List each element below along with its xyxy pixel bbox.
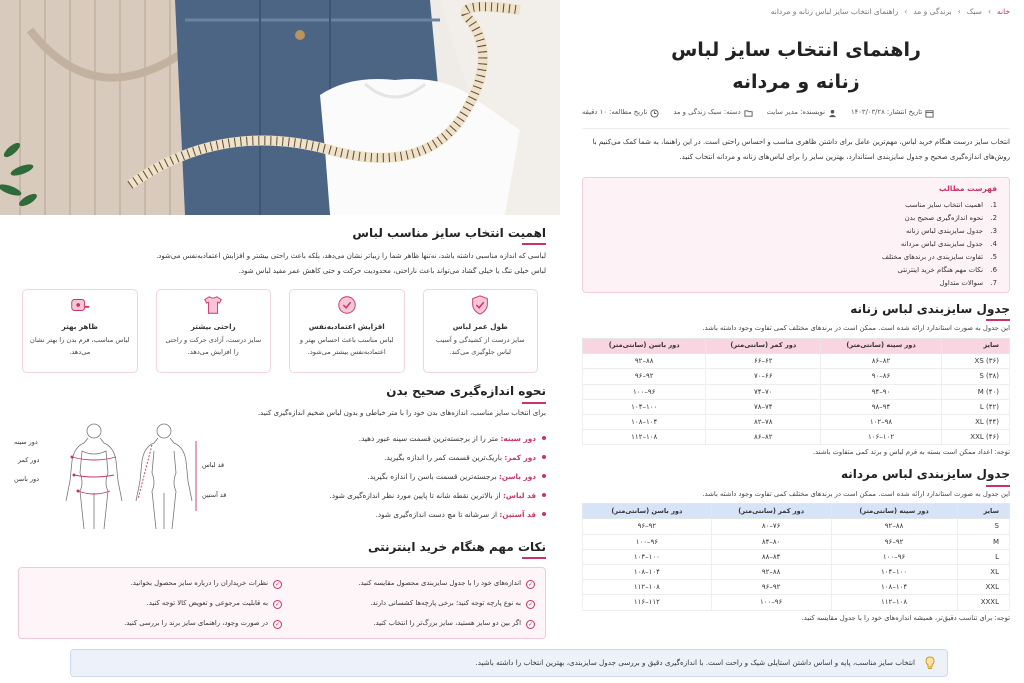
col-header: دور باسن (سانتی‌متر) bbox=[583, 339, 706, 354]
measure-item: قد لباس: از بالاترین نقطه شانه تا پایین مورد نظر اندازه‌گیری شود. bbox=[246, 486, 546, 505]
diagram-label-sleeve: قد آستین bbox=[202, 490, 227, 499]
toc-item[interactable]: 2.نحوه اندازه‌گیری صحیح بدن bbox=[904, 213, 997, 222]
lightbulb-icon bbox=[923, 656, 937, 670]
tip-item: ✓ به نوع پارچه توجه کنید؛ برخی پارچه‌ها کشسانی دارند. bbox=[370, 599, 534, 608]
check-icon: ✓ bbox=[527, 600, 534, 608]
diagram-label-waist: دور کمر bbox=[18, 455, 40, 464]
tip-item: ✓ اندازه‌های خود را با جدول سایزبندی محصول مقایسه کنید. bbox=[358, 579, 534, 588]
benefit-card-appearance: ظاهر بهتر لباس مناسب، فرم بدن را بهتر نشان می‌دهد. bbox=[22, 289, 138, 373]
importance-paragraph-2: لباس خیلی تنگ یا خیلی گشاد می‌تواند باعث ناراحتی، محدودیت حرکت و حتی کاهش عمر مفید لباس شود. bbox=[238, 267, 546, 276]
benefit-cards bbox=[14, 289, 546, 373]
article-right-column bbox=[572, 0, 1024, 640]
benefit-card-longevity: طول عمر لباس سایز درست از کشیدگی و آسیب لباس جلوگیری می‌کند. bbox=[423, 289, 539, 373]
body-figure-illustration bbox=[14, 421, 234, 533]
toc-item[interactable]: 6.نکات مهم هنگام خرید اینترنتی bbox=[897, 265, 997, 274]
diagram-label-length: قد لباس bbox=[202, 460, 225, 469]
col-header: دور سینه (سانتی‌متر) bbox=[831, 504, 957, 519]
measure-item: قد آستین: از سرشانه تا مچ دست اندازه‌گیری شود. bbox=[246, 505, 546, 524]
toc-title: فهرست مطالب bbox=[939, 184, 997, 193]
shield-icon bbox=[469, 294, 491, 316]
check-icon: ✓ bbox=[274, 600, 281, 608]
table-row: XXL (۴۶) ۱۰۲–۱۰۶ ۸۲–۸۶ ۱۰۸–۱۱۲ bbox=[583, 430, 1010, 445]
measure-item: دور سینه: متر را از برجسته‌ترین قسمت سینه عبور دهید. bbox=[246, 429, 546, 448]
col-header: سایز bbox=[957, 504, 1009, 519]
breadcrumb-style[interactable]: سبک bbox=[966, 6, 982, 16]
toc-item[interactable]: 5.تفاوت سایزبندی در برندهای مختلف bbox=[881, 252, 997, 261]
clock-icon bbox=[650, 109, 659, 118]
men-size-note: این جدول به صورت استاندارد ارائه شده است. ممکن است در برندهای مختلف کمی تفاوت وجود داشته باشد. bbox=[702, 489, 1010, 498]
meta-readtime: تاریخ مطالعه: ۱۰ دقیقه bbox=[582, 108, 659, 118]
women-size-table bbox=[582, 338, 1010, 445]
breadcrumb-fashion[interactable]: برندگی و مد bbox=[913, 6, 952, 16]
measure-item: دور باسن: برجسته‌ترین قسمت باسن را اندازه بگیرید. bbox=[246, 467, 546, 486]
body-diagram bbox=[14, 421, 234, 533]
col-header: دور کمر (سانتی‌متر) bbox=[706, 339, 821, 354]
tips-heading: نکات مهم هنگام خرید اینترنتی bbox=[14, 539, 546, 559]
check-icon: ✓ bbox=[527, 620, 534, 628]
check-icon: ✓ bbox=[274, 620, 281, 628]
toc-item[interactable]: 3.جدول سایزبندی لباس زنانه bbox=[905, 226, 997, 235]
page-title: راهنمای انتخاب سایز لباس زنانه و مردانه bbox=[671, 39, 921, 93]
table-row: XS (۳۶) ۸۲–۸۶ ۶۲–۶۶ ۸۸–۹۲ bbox=[583, 354, 1010, 369]
breadcrumb-current: راهنمای انتخاب سایز لباس زنانه و مردانه bbox=[770, 6, 899, 16]
col-header: دور کمر (سانتی‌متر) bbox=[711, 504, 831, 519]
table-of-contents bbox=[582, 177, 1010, 293]
tshirt-icon bbox=[202, 294, 224, 316]
diagram-label-hip: دور باسن bbox=[14, 474, 39, 483]
table-row: L ۹۶–۱۰۰ ۸۴–۸۸ ۱۰۰–۱۰۴ bbox=[583, 549, 1010, 564]
table-row: XXL ۱۰۴–۱۰۸ ۹۲–۹۶ ۱۰۸–۱۱۲ bbox=[583, 580, 1010, 595]
breadcrumb-home[interactable]: خانه bbox=[996, 6, 1010, 16]
importance-paragraph-1: لباسی که اندازه مناسبی داشته باشد، نه‌تنها ظاهر شما را زیباتر نشان می‌دهد، بلکه باعث راحتی بیشتر و افزایش اعتماد‌به‌نفس می‌شود. bbox=[156, 252, 546, 261]
table-row: M (۴۰) ۹۰–۹۴ ۷۰–۷۴ ۹۶–۱۰۰ bbox=[583, 384, 1010, 399]
tip-item: ✓ نظرات خریداران را درباره سایز محصول بخوانید. bbox=[130, 579, 281, 588]
badge-check-icon bbox=[336, 294, 358, 316]
importance-heading: اهمیت انتخاب سایز مناسب لباس bbox=[14, 225, 546, 245]
user-icon bbox=[828, 109, 837, 118]
folder-icon bbox=[744, 109, 753, 118]
calendar-icon bbox=[925, 109, 934, 118]
clothes-illustration bbox=[0, 0, 560, 215]
measure-heading: نحوه اندازه‌گیری صحیح بدن bbox=[14, 383, 546, 403]
tip-item: ✓ به قابلیت مرجوعی و تعویض کالا توجه کنید. bbox=[146, 599, 281, 608]
tip-item: ✓ در صورت وجود، راهنمای سایز برند را بررسی کنید. bbox=[124, 619, 281, 628]
measure-list bbox=[246, 429, 546, 533]
benefit-card-comfort: راحتی بیشتر سایز درست، آزادی حرکت و راحتی را افزایش می‌دهد. bbox=[156, 289, 272, 373]
toc-item[interactable]: 1.اهمیت انتخاب سایز مناسب bbox=[905, 200, 997, 209]
women-size-note: این جدول به صورت استاندارد ارائه شده است. ممکن است در برندهای مختلف کمی تفاوت وجود داشته باشد. bbox=[702, 324, 1010, 333]
diagram-label-chest: دور سینه bbox=[14, 437, 38, 446]
intro-paragraph: انتخاب سایز درست هنگام خرید لباس، مهم‌ترین عامل برای داشتن ظاهری مناسب و احساس راحتی است. در این راهنما، به شما کمک می‌کنیم با روش‌های اندازه‌گیری صحیح و جدول سایزبندی استاندارد، بهترین سایز را برای لباس‌های زنانه و مردانه انتخاب کنید. bbox=[592, 138, 1010, 161]
breadcrumb: خانه › سبک › برندگی و مد › راهنمای انتخاب سایز لباس زنانه و مردانه bbox=[770, 6, 1010, 16]
toc-item[interactable]: 7.سوالات متداول bbox=[939, 278, 997, 287]
article-left-column bbox=[0, 215, 560, 645]
table-row: L (۴۲) ۹۴–۹۸ ۷۴–۷۸ ۱۰۰–۱۰۴ bbox=[583, 399, 1010, 414]
measure-section bbox=[14, 421, 546, 533]
meta-author: نویسنده: مدیر سایت bbox=[767, 108, 837, 118]
table-row: S ۸۸–۹۲ ۷۶–۸۰ ۹۲–۹۶ bbox=[583, 519, 1010, 534]
toc-item[interactable]: 4.جدول سایزبندی لباس مردانه bbox=[900, 239, 997, 248]
measure-item: دور کمر: باریک‌ترین قسمت کمر را اندازه بگیرید. bbox=[246, 448, 546, 467]
tip-item: ✓ اگر بین دو سایز هستید، سایز بزرگ‌تر را انتخاب کنید. bbox=[373, 619, 534, 628]
benefit-card-confidence: افزایش اعتمادبه‌نفس لباس مناسب باعث احساس بهتر و اعتمادبه‌نفس بیشتر می‌شود. bbox=[289, 289, 405, 373]
col-header: دور سینه (سانتی‌متر) bbox=[821, 339, 942, 354]
women-size-heading: جدول سایزبندی لباس زنانه bbox=[582, 301, 1010, 321]
meta-date: تاریخ انتشار: ۱۴۰۳/۰۳/۲۸ bbox=[851, 108, 934, 118]
measure-intro: برای انتخاب سایز مناسب، اندازه‌های بدن خود را با متر خیاطی و بدون لباس ضخیم اندازه‌گیری کنید. bbox=[257, 408, 546, 417]
article-meta bbox=[582, 106, 1010, 120]
conclusion-box bbox=[70, 649, 948, 677]
check-icon: ✓ bbox=[274, 580, 281, 588]
table-row: M ۹۲–۹۶ ۸۰–۸۴ ۹۶–۱۰۰ bbox=[583, 534, 1010, 549]
hero-image bbox=[0, 0, 560, 215]
table-row: XL ۱۰۰–۱۰۴ ۸۸–۹۲ ۱۰۴–۱۰۸ bbox=[583, 565, 1010, 580]
conclusion-text: انتخاب سایز مناسب، پایه و اساس داشتن استایلی شیک و راحت است. با اندازه‌گیری دقیق و بررسی جدول سایزبندی، بهترین انتخاب را داشته باشید. bbox=[475, 657, 915, 667]
women-size-footnote: توجه: اعداد ممکن است بسته به فرم لباس و برند کمی متفاوت باشند. bbox=[812, 448, 1010, 457]
check-icon: ✓ bbox=[527, 580, 534, 588]
col-header: دور باسن (سانتی‌متر) bbox=[583, 504, 712, 519]
meta-category: دسته: سبک زندگی و مد bbox=[673, 108, 752, 118]
tips-box bbox=[18, 567, 546, 639]
table-row: XL (۴۴) ۹۸–۱۰۲ ۷۸–۸۲ ۱۰۴–۱۰۸ bbox=[583, 414, 1010, 429]
men-size-heading: جدول سایزبندی لباس مردانه bbox=[582, 466, 1010, 486]
men-size-table bbox=[582, 503, 1010, 610]
table-row: S (۳۸) ۸۶–۹۰ ۶۶–۷۰ ۹۲–۹۶ bbox=[583, 369, 1010, 384]
tape-measure-icon bbox=[69, 294, 91, 316]
table-row: XXXL ۱۰۸–۱۱۲ ۹۶–۱۰۰ ۱۱۲–۱۱۶ bbox=[583, 595, 1010, 610]
divider bbox=[582, 128, 1010, 129]
men-size-footnote: توجه: برای تناسب دقیق‌تر، همیشه اندازه‌های خود را با جدول مقایسه کنید. bbox=[801, 613, 1010, 622]
col-header: سایز bbox=[941, 339, 1009, 354]
